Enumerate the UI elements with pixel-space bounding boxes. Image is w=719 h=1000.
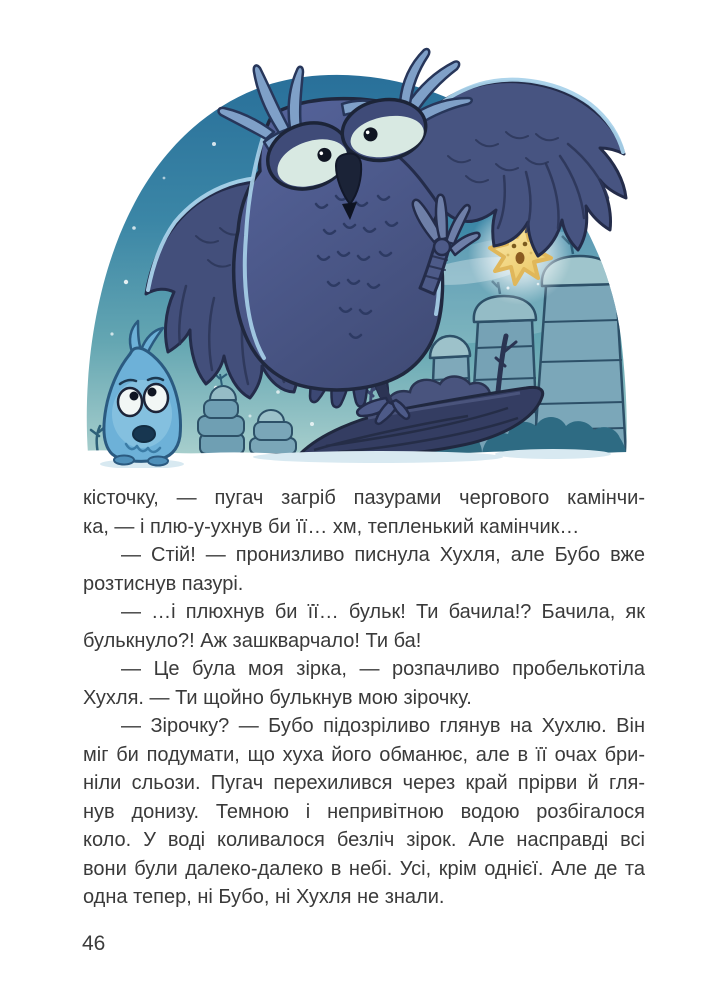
- story-text: [83, 484, 645, 912]
- text-line: — Зірочку? — Бубо підозріливо глянув на Хухлю. Він: [121, 715, 645, 737]
- paragraph: [83, 541, 645, 598]
- paragraph: [83, 484, 645, 541]
- text-line: — …і плюхнув би її… бульк! Ти бачила!? Бачила, як: [121, 601, 645, 623]
- text-line: нув донизу. Темною і непривітною водою розбігалося: [83, 800, 645, 823]
- text-line: кісточку, — пугач загріб пазурами чергового камінчи-: [83, 487, 645, 509]
- paragraph: [83, 712, 645, 912]
- text-line: булькнуло?! Аж зашкварчало! Ти ба!: [83, 629, 422, 652]
- text-line: коло. У воді коливалося безліч зірок. Але насправді всі: [83, 829, 645, 851]
- book-page-illustration: [68, 36, 650, 468]
- text-line: розтиснув пазурі.: [83, 572, 244, 595]
- text-line: ніли сльози. Пугач перехилився через край прірви й гля-: [83, 772, 645, 794]
- text-line: Хухля. — Ти щойно булькнув мою зірочку.: [83, 686, 472, 709]
- text-line: ка, — і плю-у-ухнув би її… хм, тепленький камінчик…: [83, 515, 580, 538]
- page-number: 46: [82, 932, 106, 955]
- paragraph: [83, 598, 645, 655]
- text-line: — Стій! — пронизливо писнула Хухля, але Бубо вже: [121, 544, 645, 566]
- text-line: одна тепер, ні Бубо, ні Хухля не знали.: [83, 886, 445, 908]
- text-line: міг би подумати, що хуха його обманює, але в її очах бри-: [83, 743, 645, 766]
- paragraph: [83, 655, 645, 712]
- text-line: вони були далеко-далеко в небі. Усі, крім однієї. Але де та: [83, 857, 645, 880]
- text-line: — Це була моя зірка, — розпачливо пробелькотіла: [121, 658, 645, 680]
